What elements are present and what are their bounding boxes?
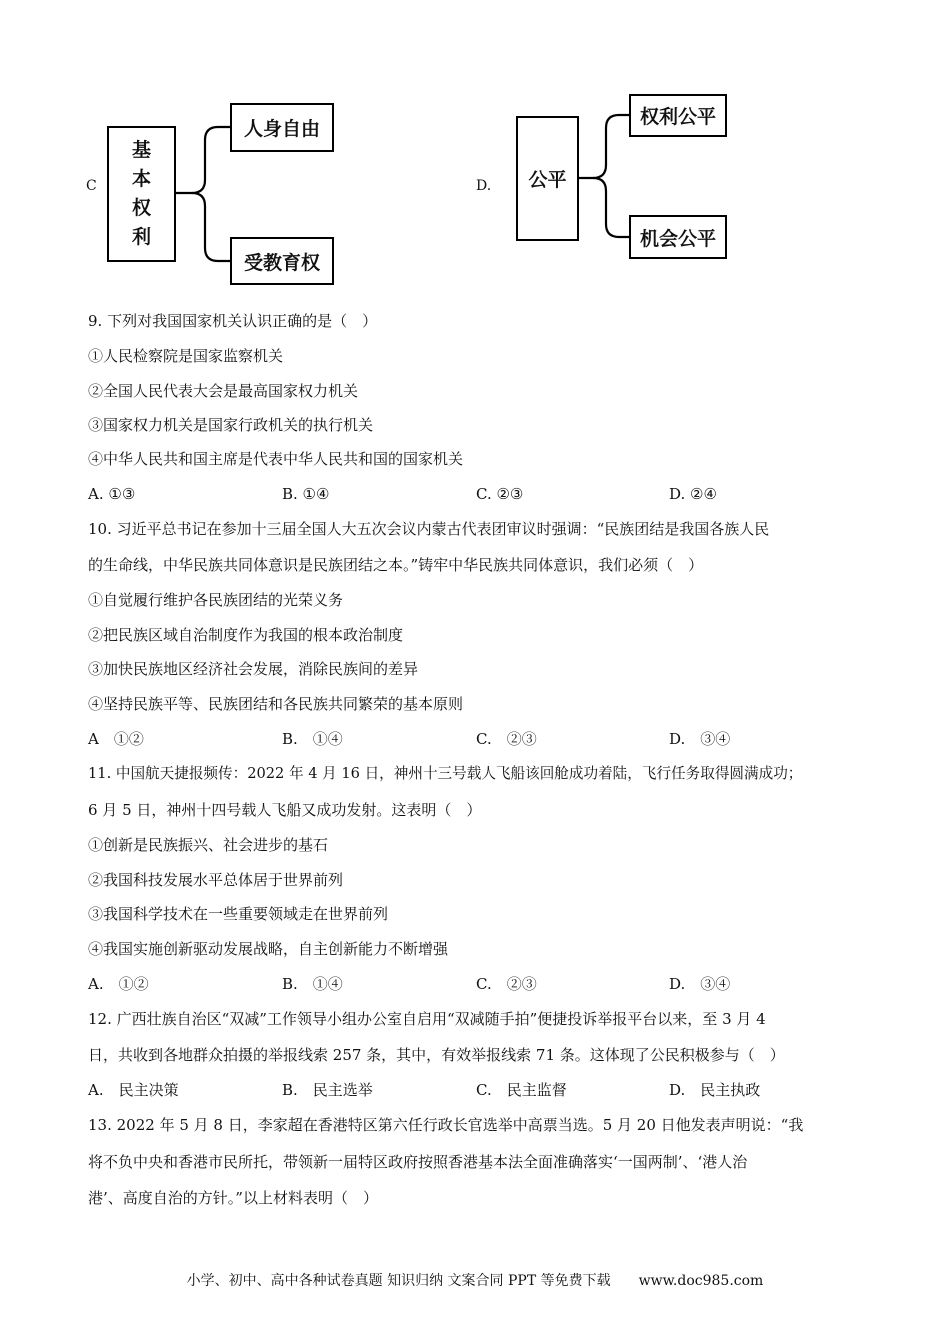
q9-item: ②全国人民代表大会是最高国家权力机关 — [88, 382, 359, 400]
diagram-d-top-label: 权利公平 — [639, 106, 716, 128]
diagram-c-connector-bottom — [192, 193, 230, 261]
diagram-c-root-char: 基 — [131, 139, 151, 161]
q12-option-b: B. 民主选举 — [282, 1081, 373, 1099]
q11-stem-line: 6 月 5 日，神州十四号载人飞船又成功发射。这表明（ ） — [88, 801, 482, 819]
q11-item: ①创新是民族振兴、社会进步的基石 — [88, 836, 329, 854]
q11-option-a: A. ①② — [88, 975, 149, 993]
diagram-c-bottom-label: 受教育权 — [243, 251, 320, 274]
q9-item: ①人民检察院是国家监察机关 — [88, 347, 284, 365]
diagram-d-connector-bottom — [593, 178, 629, 237]
q12-option-d: D. 民主执政 — [669, 1081, 761, 1099]
diagram-c-connector-top — [176, 127, 230, 193]
q9-option-a: A. ①③ — [88, 485, 136, 503]
q9-item: ④中华人民共和国主席是代表中华人民共和国的国家机关 — [88, 450, 464, 468]
q11-option-b: B. ①④ — [282, 975, 343, 993]
q13-stem-line: 将不负中央和香港市民所托，带领新一届特区政府按照香港基本法全面准确落实‘一国两制’、‘港人治 — [88, 1153, 748, 1171]
q12-option-a: A. 民主决策 — [88, 1081, 179, 1099]
q9-option-b: B. ①④ — [282, 485, 330, 503]
q10-stem-line: 的生命线，中华民族共同体意识是民族团结之本。”铸牢中华民族共同体意识，我们必须（ ） — [88, 556, 704, 574]
q13-stem-line: 13. 2022 年 5 月 8 日，李家超在香港特区第六任行政长官选举中高票当选。5 月 20 日他发表声明说：“我 — [88, 1116, 804, 1134]
q12-stem-line: 12. 广西壮族自治区“双减”工作领导小组办公室自启用“双减随手拍”便捷投诉举报平台以来，至 3 月 4 — [88, 1010, 766, 1028]
q11-item: ④我国实施创新驱动发展战略，自主创新能力不断增强 — [88, 940, 449, 958]
q11-item: ③我国科学技术在一些重要领域走在世界前列 — [88, 905, 389, 923]
q11-option-d: D. ③④ — [669, 975, 731, 993]
diagram-d-bottom-label: 机会公平 — [639, 227, 716, 250]
option-c-label: C — [86, 178, 97, 194]
q10-option-b: B. ①④ — [282, 730, 343, 748]
q9-stem: 9. 下列对我国国家机关认识正确的是（ ） — [88, 312, 378, 330]
page-footer: 小学、初中、高中各种试卷真题 知识归纳 文案合同 PPT 等免费下载 www.doc985.com — [186, 1273, 764, 1289]
q10-stem-line: 10. 习近平总书记在参加十三届全国人大五次会议内蒙古代表团审议时强调：“民族团结是我国各族人民 — [88, 520, 770, 538]
option-d-label: D. — [476, 178, 492, 194]
diagram-d-root-label: 公平 — [528, 169, 567, 191]
q13-stem-line: 港’、高度自治的方针。”以上材料表明（ ） — [88, 1189, 378, 1207]
q9-option-d: D. ②④ — [669, 485, 717, 503]
q9-item: ③国家权力机关是国家行政机关的执行机关 — [88, 416, 374, 434]
q12-option-c: C. 民主监督 — [476, 1081, 567, 1099]
q10-item: ②把民族区域自治制度作为我国的根本政治制度 — [88, 626, 404, 644]
q12-stem-line: 日，共收到各地群众拍摄的举报线索 257 条，其中，有效举报线索 71 条。这体现了公民积极参与（ ） — [88, 1046, 785, 1064]
diagram-d-connector-top — [579, 115, 629, 178]
diagram-connector-braces — [0, 0, 950, 300]
q10-option-a: A ①② — [88, 730, 144, 748]
q10-option-c: C. ②③ — [476, 730, 537, 748]
q11-option-c: C. ②③ — [476, 975, 537, 993]
diagram-c-root-char: 本 — [131, 168, 151, 190]
diagram-c-top-label: 人身自由 — [243, 118, 320, 140]
q10-item: ④坚持民族平等、民族团结和各民族共同繁荣的基本原则 — [88, 695, 464, 713]
q11-stem-line: 11. 中国航天捷报频传：2022 年 4 月 16 日，神州十三号载人飞船该回舱成功着陆，飞行任务取得圆满成功； — [88, 765, 803, 782]
q10-option-d: D. ③④ — [669, 730, 731, 748]
q11-item: ②我国科技发展水平总体居于世界前列 — [88, 871, 344, 889]
q9-option-c: C. ②③ — [476, 485, 524, 503]
q10-item: ③加快民族地区经济社会发展，消除民族间的差异 — [88, 660, 419, 678]
diagram-c-root-char: 利 — [131, 226, 151, 248]
diagram-c-root-char: 权 — [131, 197, 151, 219]
q10-item: ①自觉履行维护各民族团结的光荣义务 — [88, 591, 344, 609]
